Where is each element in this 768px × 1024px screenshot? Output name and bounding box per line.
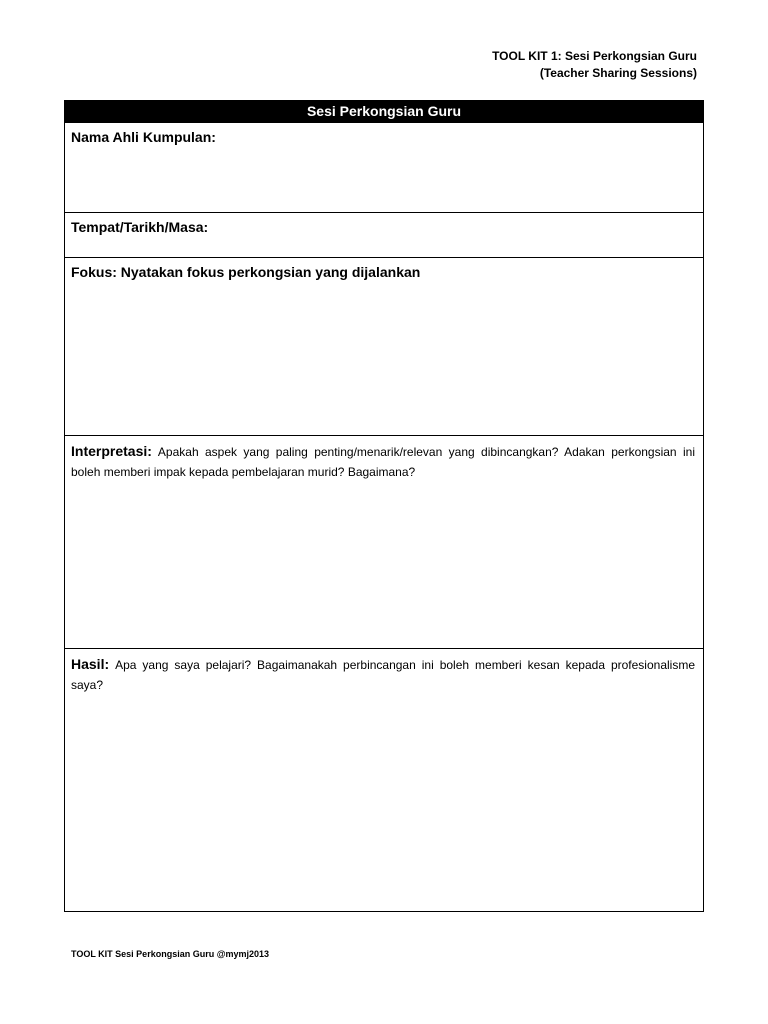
document-header-note <box>492 48 697 82</box>
interpretasi-prompt <box>71 441 695 482</box>
document-footer: TOOL KIT Sesi Perkongsian Guru @mymj2013 <box>71 949 270 959</box>
interpretasi-question: Apakah aspek yang paling penting/menarik/relevan yang dibincangkan? Adakan perkongsian ini boleh memberi impak kepada pembelajaran murid? Bagaimana? <box>71 445 695 479</box>
hasil-field[interactable] <box>65 648 703 911</box>
header-line-1: TOOL KIT 1: Sesi Perkongsian Guru <box>492 49 697 63</box>
fokus-label: Fokus: Nyatakan fokus perkongsian yang dijalankan <box>71 264 421 280</box>
fokus-field[interactable] <box>65 257 703 435</box>
nama-ahli-kumpulan-label: Nama Ahli Kumpulan: <box>71 129 216 145</box>
tempat-tarikh-masa-field[interactable] <box>65 212 703 257</box>
sharing-session-form <box>64 100 704 912</box>
hasil-label: Hasil: <box>71 656 110 672</box>
nama-ahli-kumpulan-field[interactable] <box>65 122 703 212</box>
form-title: Sesi Perkongsian Guru <box>65 101 703 122</box>
hasil-question: Apa yang saya pelajari? Bagaimanakah perbincangan ini boleh memberi kesan kepada profesionalisme saya? <box>71 658 695 692</box>
interpretasi-field[interactable] <box>65 435 703 648</box>
hasil-prompt <box>71 654 695 695</box>
header-line-2: (Teacher Sharing Sessions) <box>539 66 697 80</box>
interpretasi-label: Interpretasi: <box>71 443 152 459</box>
tempat-tarikh-masa-label: Tempat/Tarikh/Masa: <box>71 219 209 235</box>
